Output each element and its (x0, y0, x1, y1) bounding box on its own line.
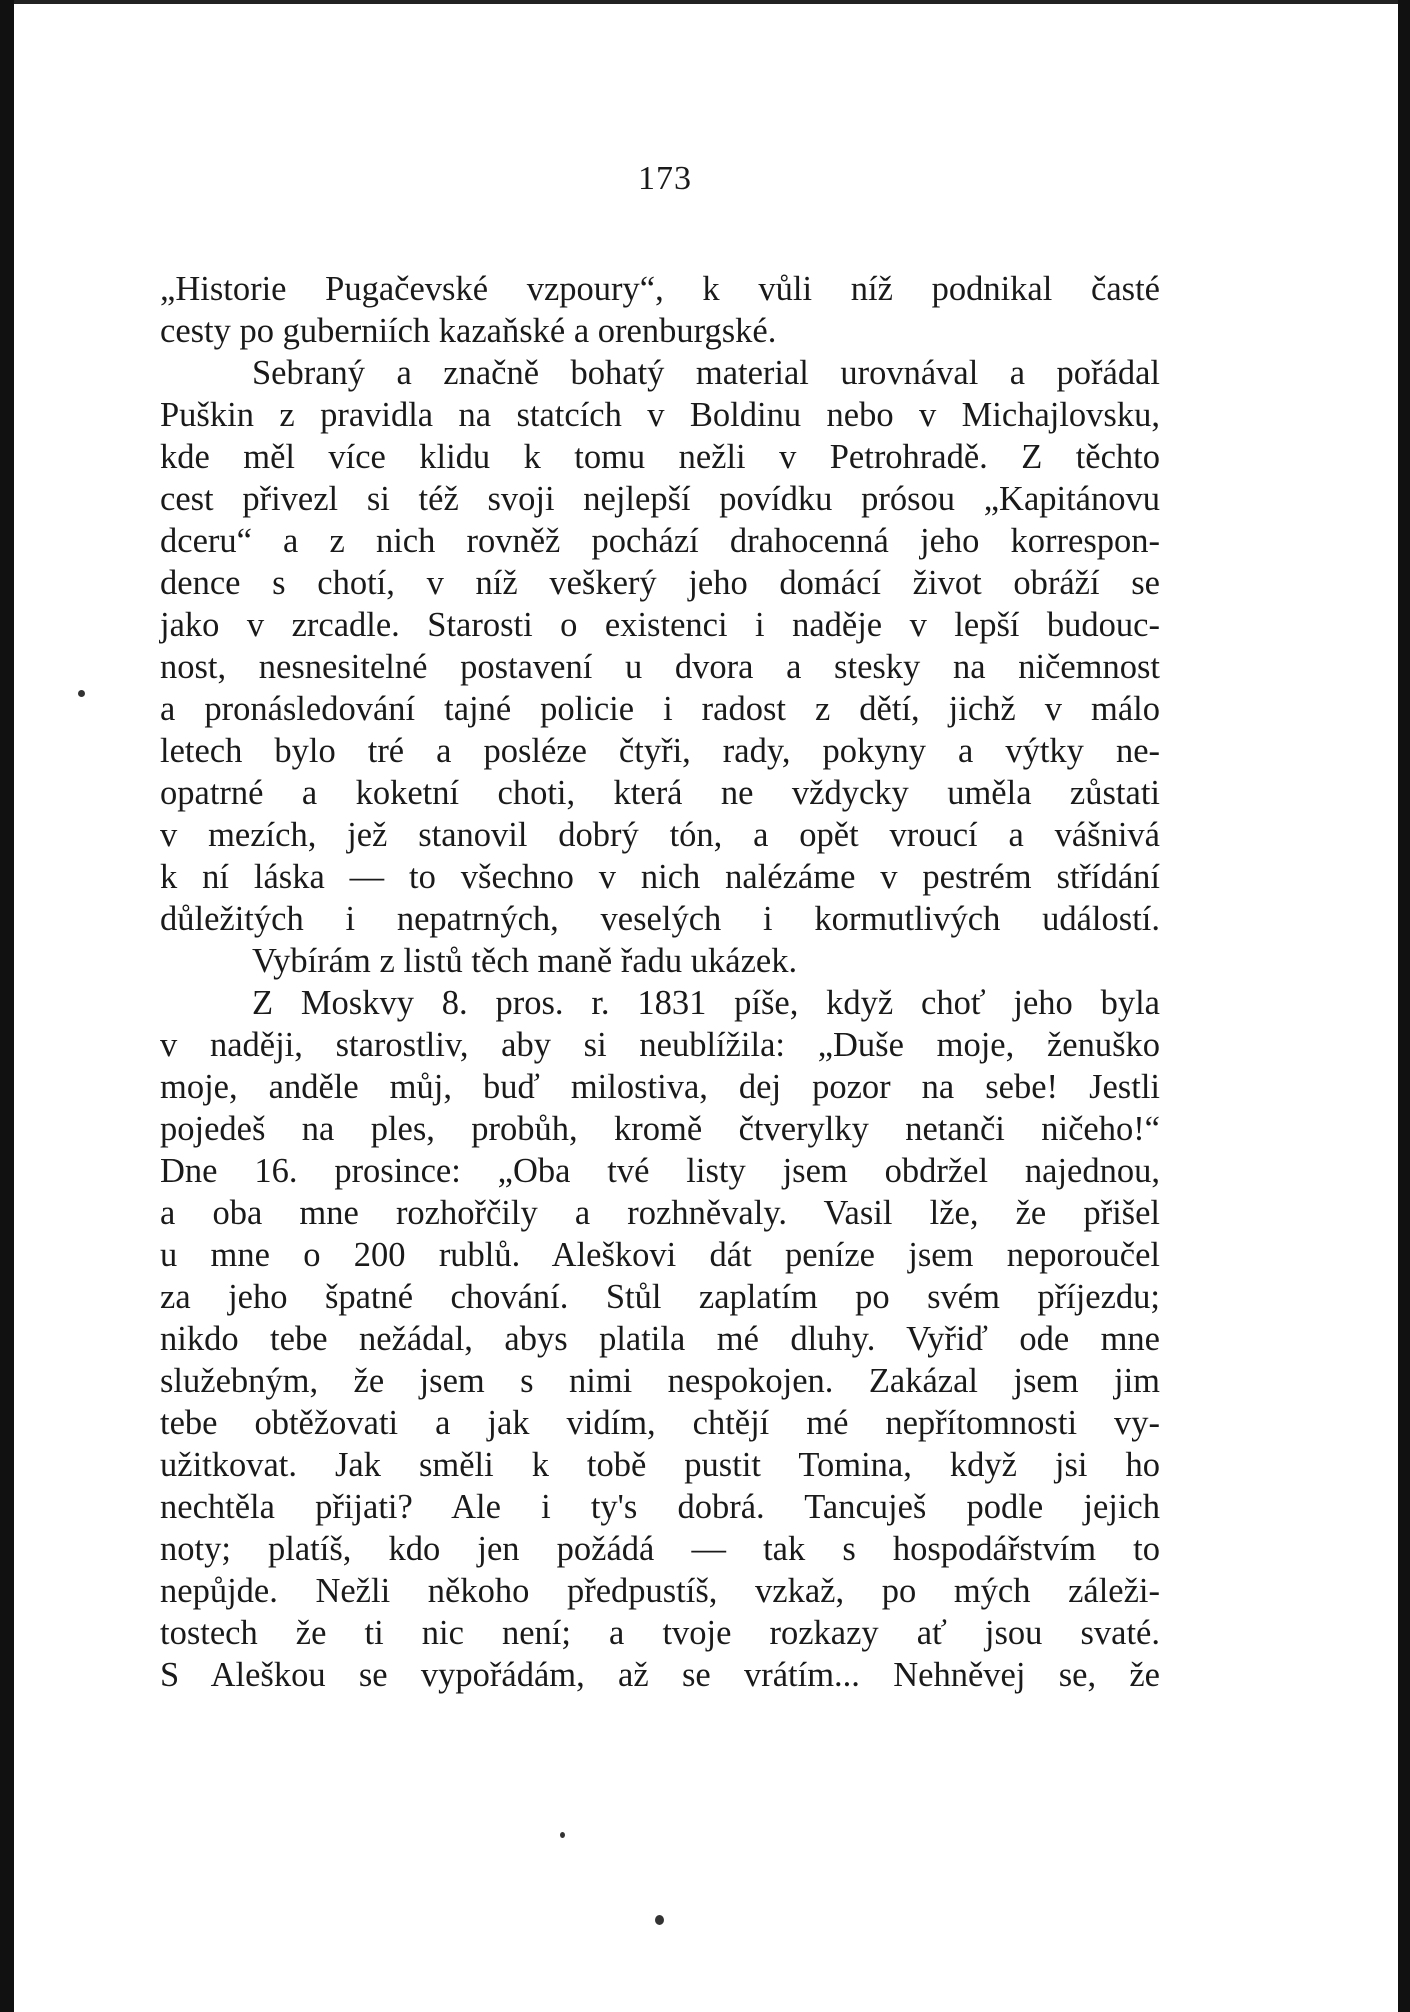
text-line: tostech že ti nic není; a tvoje rozkazy ať jsou svaté. (160, 1614, 1160, 1652)
text-line: noty; platíš, kdo jen požádá — tak s hospodářstvím to (160, 1530, 1160, 1568)
scan-edge-right (1398, 0, 1410, 2012)
text-line: moje, anděle můj, buď milostiva, dej pozor na sebe! Jestli (160, 1068, 1160, 1106)
text-line: cesty po guberniích kazaňské a orenburgské. (160, 312, 777, 350)
text-line: k ní láska — to všechno v nich nalézáme v pestrém střídání (160, 858, 1160, 896)
text-line: Sebraný a značně bohatý material urovnával a pořádal (252, 354, 1160, 392)
text-line: jako v zrcadle. Starosti o existenci i naděje v lepší budouc- (160, 606, 1160, 644)
text-line: nechtěla přijati? Ale i ty's dobrá. Tancuješ podle jejich (160, 1488, 1160, 1526)
text-line: „Historie Pugačevské vzpoury“, k vůli níž podnikal časté (160, 270, 1160, 308)
text-line: u mne o 200 rublů. Aleškovi dát peníze jsem neporoučel (160, 1236, 1160, 1274)
text-line: tebe obtěžovati a jak vidím, chtějí mé nepřítomnosti vy- (160, 1404, 1160, 1442)
text-line: služebným, že jsem s nimi nespokojen. Zakázal jsem jim (160, 1362, 1160, 1400)
text-line: důležitých i nepatrných, veselých i kormutlivých událostí. (160, 900, 1160, 938)
scan-speck (78, 690, 85, 697)
scan-edge-left (0, 0, 14, 2012)
text-line: kde měl více klidu k tomu nežli v Petrohradě. Z těchto (160, 438, 1160, 476)
page-body-text (160, 268, 1160, 1696)
text-line: za jeho špatné chování. Stůl zaplatím po svém příjezdu; (160, 1278, 1160, 1316)
scan-speck (560, 1832, 565, 1838)
book-page (160, 160, 1160, 1696)
text-line: pojedeš na ples, probůh, kromě čtverylky netanči ničeho!“ (160, 1110, 1160, 1148)
text-line: S Aleškou se vypořádám, až se vrátím... Nehněvej se, že (160, 1656, 1160, 1694)
text-line: nepůjde. Nežli někoho předpustíš, vzkaž, po mých záleži- (160, 1572, 1160, 1610)
text-line: a pronásledování tajné policie i radost z dětí, jichž v málo (160, 690, 1160, 728)
text-line: letech bylo tré a posléze čtyři, rady, pokyny a výtky ne- (160, 732, 1160, 770)
scan-speck (655, 1915, 664, 1925)
text-line: a oba mne rozhořčily a rozhněvaly. Vasil lže, že přišel (160, 1194, 1160, 1232)
text-line: Vybírám z listů těch maně řadu ukázek. (252, 942, 798, 980)
page-number: 173 (638, 160, 692, 197)
text-line: v mezích, jež stanovil dobrý tón, a opět vroucí a vášnivá (160, 816, 1160, 854)
text-line: cest přivezl si též svoji nejlepší povídku prósou „Kapitánovu (160, 480, 1160, 518)
text-line: dence s chotí, v níž veškerý jeho domácí život obráží se (160, 564, 1160, 602)
text-line: nikdo tebe nežádal, abys platila mé dluhy. Vyřiď ode mne (160, 1320, 1160, 1358)
text-line: opatrné a koketní choti, která ne vždycky uměla zůstati (160, 774, 1160, 812)
text-line: Dne 16. prosince: „Oba tvé listy jsem obdržel najednou, (160, 1152, 1160, 1190)
text-line: Z Moskvy 8. pros. r. 1831 píše, když choť jeho byla (252, 984, 1160, 1022)
text-line: v naději, starostliv, aby si neublížila: „Duše moje, ženuško (160, 1026, 1160, 1064)
text-line: Puškin z pravidla na statcích v Boldinu nebo v Michajlovsku, (160, 396, 1160, 434)
scan-edge-top (0, 0, 1410, 4)
text-line: dceru“ a z nich rovněž pochází drahocenná jeho korrespon- (160, 522, 1160, 560)
text-line: nost, nesnesitelné postavení u dvora a stesky na ničemnost (160, 648, 1160, 686)
text-line: užitkovat. Jak směli k tobě pustit Tomina, když jsi ho (160, 1446, 1160, 1484)
